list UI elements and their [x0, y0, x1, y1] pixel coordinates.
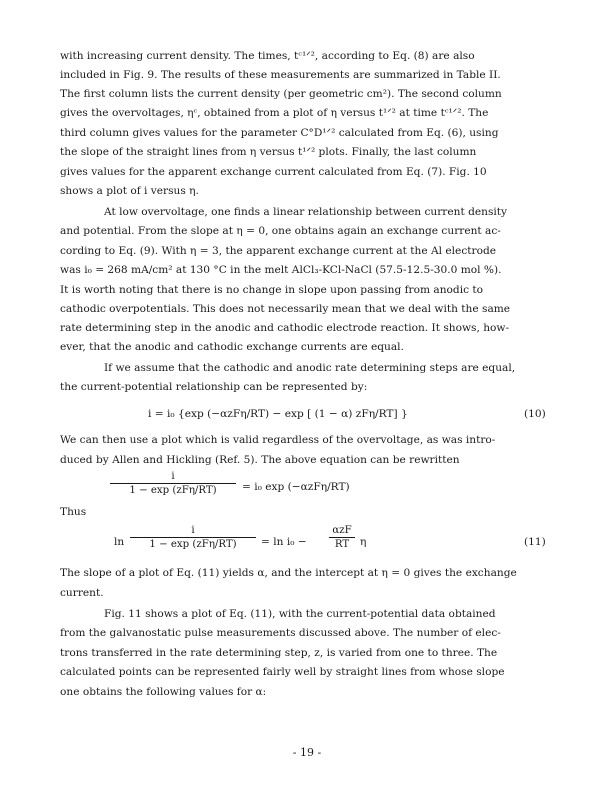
paragraph-6-line: calculated points can be represented fairly well by straight lines from whose slope — [60, 666, 505, 678]
equation-11-alpha-fraction — [329, 525, 355, 550]
thus-label: Thus — [60, 506, 87, 518]
paragraph-2-line: and potential. From the slope at η = 0, one obtains again an exchange current ac- — [60, 225, 501, 237]
paragraph-4-line: duced by Allen and Hickling (Ref. 5). The above equation can be rewritten — [60, 454, 460, 466]
paragraph-6-line: from the galvanostatic pulse measurements discussed above. The number of elec- — [60, 627, 501, 639]
paragraph-1-line: the slope of the straight lines from η versus t¹ᐟ² plots. Finally, the last column — [60, 146, 477, 158]
fraction-numerator: i — [191, 525, 195, 536]
paragraph-2-line: was i₀ = 268 mA/cm² at 130 °C in the melt AlCl₃-KCl-NaCl (57.5-12.5-30.0 mol %). — [60, 264, 502, 276]
paragraph-6-line: trons transferred in the rate determining step, z, is varied from one to three. The — [60, 647, 498, 659]
fraction-numerator: i — [171, 471, 175, 482]
paragraph-2-line: cathodic overpotentials. This does not necessarily mean that we deal with the same — [60, 303, 511, 315]
paragraph-2-line: rate determining step in the anodic and cathodic electrode reaction. It shows, how- — [60, 322, 510, 334]
paragraph-2-line: ever, that the anodic and cathodic exchange currents are equal. — [60, 341, 404, 353]
equation-11-middle: = ln i₀ − — [261, 536, 307, 548]
paragraph-5-line: The slope of a plot of Eq. (11) yields α, and the intercept at η = 0 gives the exchange — [60, 567, 517, 579]
fraction-denominator: 1 − exp (zFη/RT) — [149, 539, 237, 550]
paragraph-6-line: one obtains the following values for α: — [60, 686, 267, 698]
paragraph-2-line: cording to Eq. (9). With η = 3, the apparent exchange current at the Al electrode — [60, 245, 497, 257]
fraction-bar — [130, 537, 256, 538]
paragraph-1-line: with increasing current density. The times, tᶜ¹ᐟ², according to Eq. (8) are also — [60, 50, 475, 62]
equation-11-fraction — [130, 525, 256, 550]
rewritten-equation-rhs: = i₀ exp (−αzFη/RT) — [242, 481, 350, 493]
equation-11-ln: ln — [114, 536, 125, 548]
fraction-denominator: RT — [334, 539, 350, 550]
paragraph-1-line: gives the overvoltages, ηᶜ, obtained from a plot of η versus t¹ᐟ² at time tᶜ¹ᐟ². The — [60, 107, 489, 119]
equation-11-eta: η — [360, 536, 367, 548]
equation-10: i = i₀ {exp (−αzFη/RT) − exp [ (1 − α) zFη/RT] } — [148, 408, 408, 420]
paragraph-5-line: current. — [60, 587, 104, 599]
equation-10-number: (10) — [524, 408, 546, 420]
fraction-bar — [329, 537, 355, 538]
rewritten-equation-fraction — [110, 471, 236, 496]
paragraph-2-line: At low overvoltage, one finds a linear relationship between current density — [104, 206, 508, 218]
paragraph-1-line: included in Fig. 9. The results of these measurements are summarized in Table II. — [60, 69, 501, 81]
paragraph-1-line: gives values for the apparent exchange current calculated from Eq. (7). Fig. 10 — [60, 166, 487, 178]
page-number: - 19 - — [292, 746, 322, 759]
paragraph-1-line: shows a plot of i versus η. — [60, 185, 199, 197]
paragraph-1-line: third column gives values for the parameter C°D¹ᐟ² calculated from Eq. (6), using — [60, 127, 499, 139]
fraction-numerator: αzF — [332, 525, 352, 536]
paragraph-1-line: The first column lists the current density (per geometric cm²). The second column — [60, 88, 502, 100]
fraction-denominator: 1 − exp (zFη/RT) — [129, 485, 217, 496]
paragraph-4-line: We can then use a plot which is valid regardless of the overvoltage, as was intro- — [60, 434, 496, 446]
paragraph-2-line: It is worth noting that there is no change in slope upon passing from anodic to — [60, 284, 484, 296]
paragraph-6-line: Fig. 11 shows a plot of Eq. (11), with the current-potential data obtained — [104, 608, 496, 620]
paragraph-3-line: the current-potential relationship can be represented by: — [60, 381, 368, 393]
fraction-bar — [110, 483, 236, 484]
paragraph-3-line: If we assume that the cathodic and anodic rate determining steps are equal, — [104, 362, 516, 374]
equation-11-number: (11) — [524, 536, 546, 548]
